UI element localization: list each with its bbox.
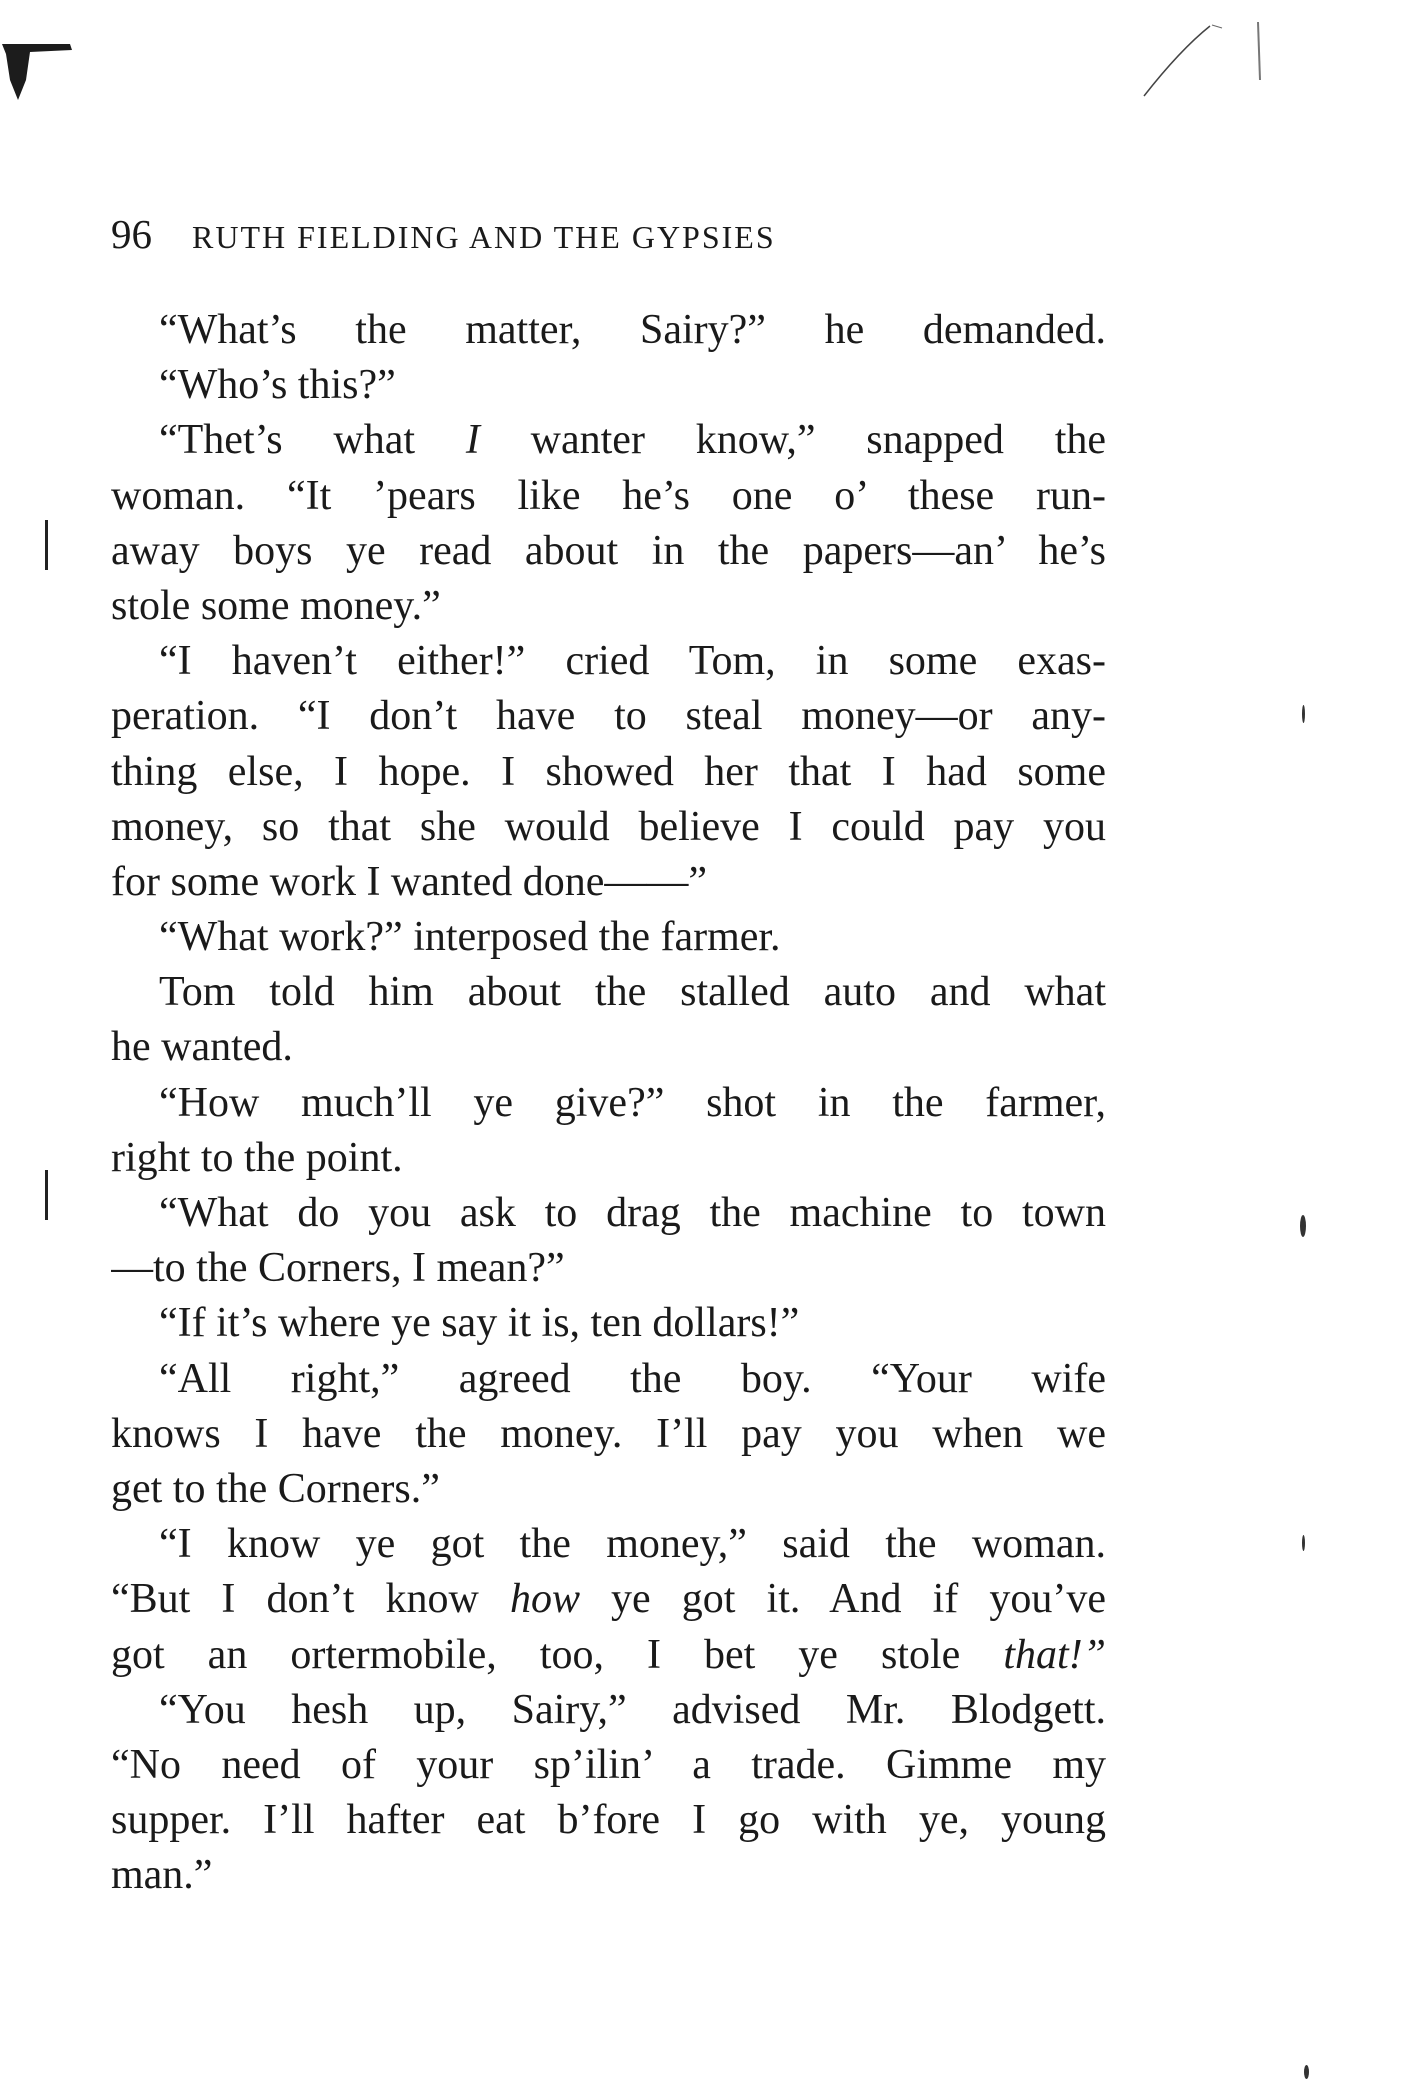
text-line	[111, 413, 1106, 468]
italic-word: I	[465, 417, 480, 464]
text-line	[111, 1572, 1106, 1627]
edge-speck-2	[1302, 1535, 1305, 1551]
page-number: 96	[111, 211, 152, 257]
scan-corner-mark	[0, 40, 90, 120]
text-line: “What work?” interposed the farmer.	[159, 914, 781, 961]
text-line: knows I have the money. I’ll pay you when we	[111, 1410, 1106, 1457]
body-text	[111, 303, 1106, 1903]
text-line: “All right,” agreed the boy. “Your wife	[159, 1355, 1106, 1402]
text-segment: wanter know,” snapped the	[479, 417, 1106, 464]
text-line: woman. “It ’pears like he’s one o’ these run-	[111, 472, 1106, 519]
running-head	[111, 210, 1111, 270]
text-line: away boys ye read about in the papers—an’ he’s	[111, 527, 1106, 574]
scan-ink-stroke	[1140, 20, 1270, 100]
text-line: supper. I’ll hafter eat b’fore I go with ye, young	[111, 1797, 1106, 1844]
text-line: Tom told him about the stalled auto and what	[159, 969, 1106, 1016]
text-segment: got an ortermobile, too, I bet ye stole	[111, 1631, 1004, 1678]
text-line: he wanted.	[111, 1024, 293, 1071]
italic-word: how	[509, 1576, 580, 1623]
text-line: money, so that she would believe I could pay you	[111, 803, 1106, 850]
text-line: peration. “I don’t have to steal money—or any-	[111, 693, 1106, 740]
text-line: —to the Corners, I mean?”	[111, 1245, 565, 1292]
running-title: RUTH FIELDING AND THE GYPSIES	[192, 219, 776, 255]
text-line: right to the point.	[111, 1134, 403, 1181]
text-line: “You hesh up, Sairy,” advised Mr. Blodgett.	[159, 1686, 1106, 1733]
binding-mark-1	[45, 520, 48, 570]
text-line: “I know ye got the money,” said the woman.	[159, 1521, 1106, 1568]
text-line: “If it’s where ye say it is, ten dollars!”	[159, 1300, 800, 1347]
text-line: “What do you ask to drag the machine to town	[159, 1190, 1106, 1236]
text-line: “No need of your sp’ilin’ a trade. Gimme my	[111, 1741, 1106, 1788]
text-segment: ye got it. And if you’ve	[579, 1576, 1106, 1623]
edge-speck-4	[1302, 705, 1305, 723]
text-line: get to the Corners.”	[111, 1465, 440, 1512]
text-line	[111, 1628, 1106, 1683]
text-segment: “Thet’s what	[159, 417, 466, 464]
text-line: “Who’s this?”	[159, 362, 396, 409]
edge-speck-1	[1300, 1215, 1306, 1237]
italic-word: that!”	[1003, 1631, 1106, 1678]
text-line: for some work I wanted done——”	[111, 858, 707, 905]
text-segment: “But I don’t know	[111, 1576, 510, 1623]
text-line: “I haven’t either!” cried Tom, in some exas-	[159, 638, 1106, 685]
binding-mark-2	[45, 1170, 48, 1220]
text-line: “How much’ll ye give?” shot in the farmer,	[159, 1079, 1106, 1126]
text-line: “What’s the matter, Sairy?” he demanded.	[159, 307, 1106, 353]
edge-speck-3	[1304, 2065, 1309, 2079]
text-line: stole some money.”	[111, 582, 441, 629]
text-line: man.”	[111, 1852, 213, 1899]
text-line: thing else, I hope. I showed her that I had some	[111, 748, 1106, 795]
